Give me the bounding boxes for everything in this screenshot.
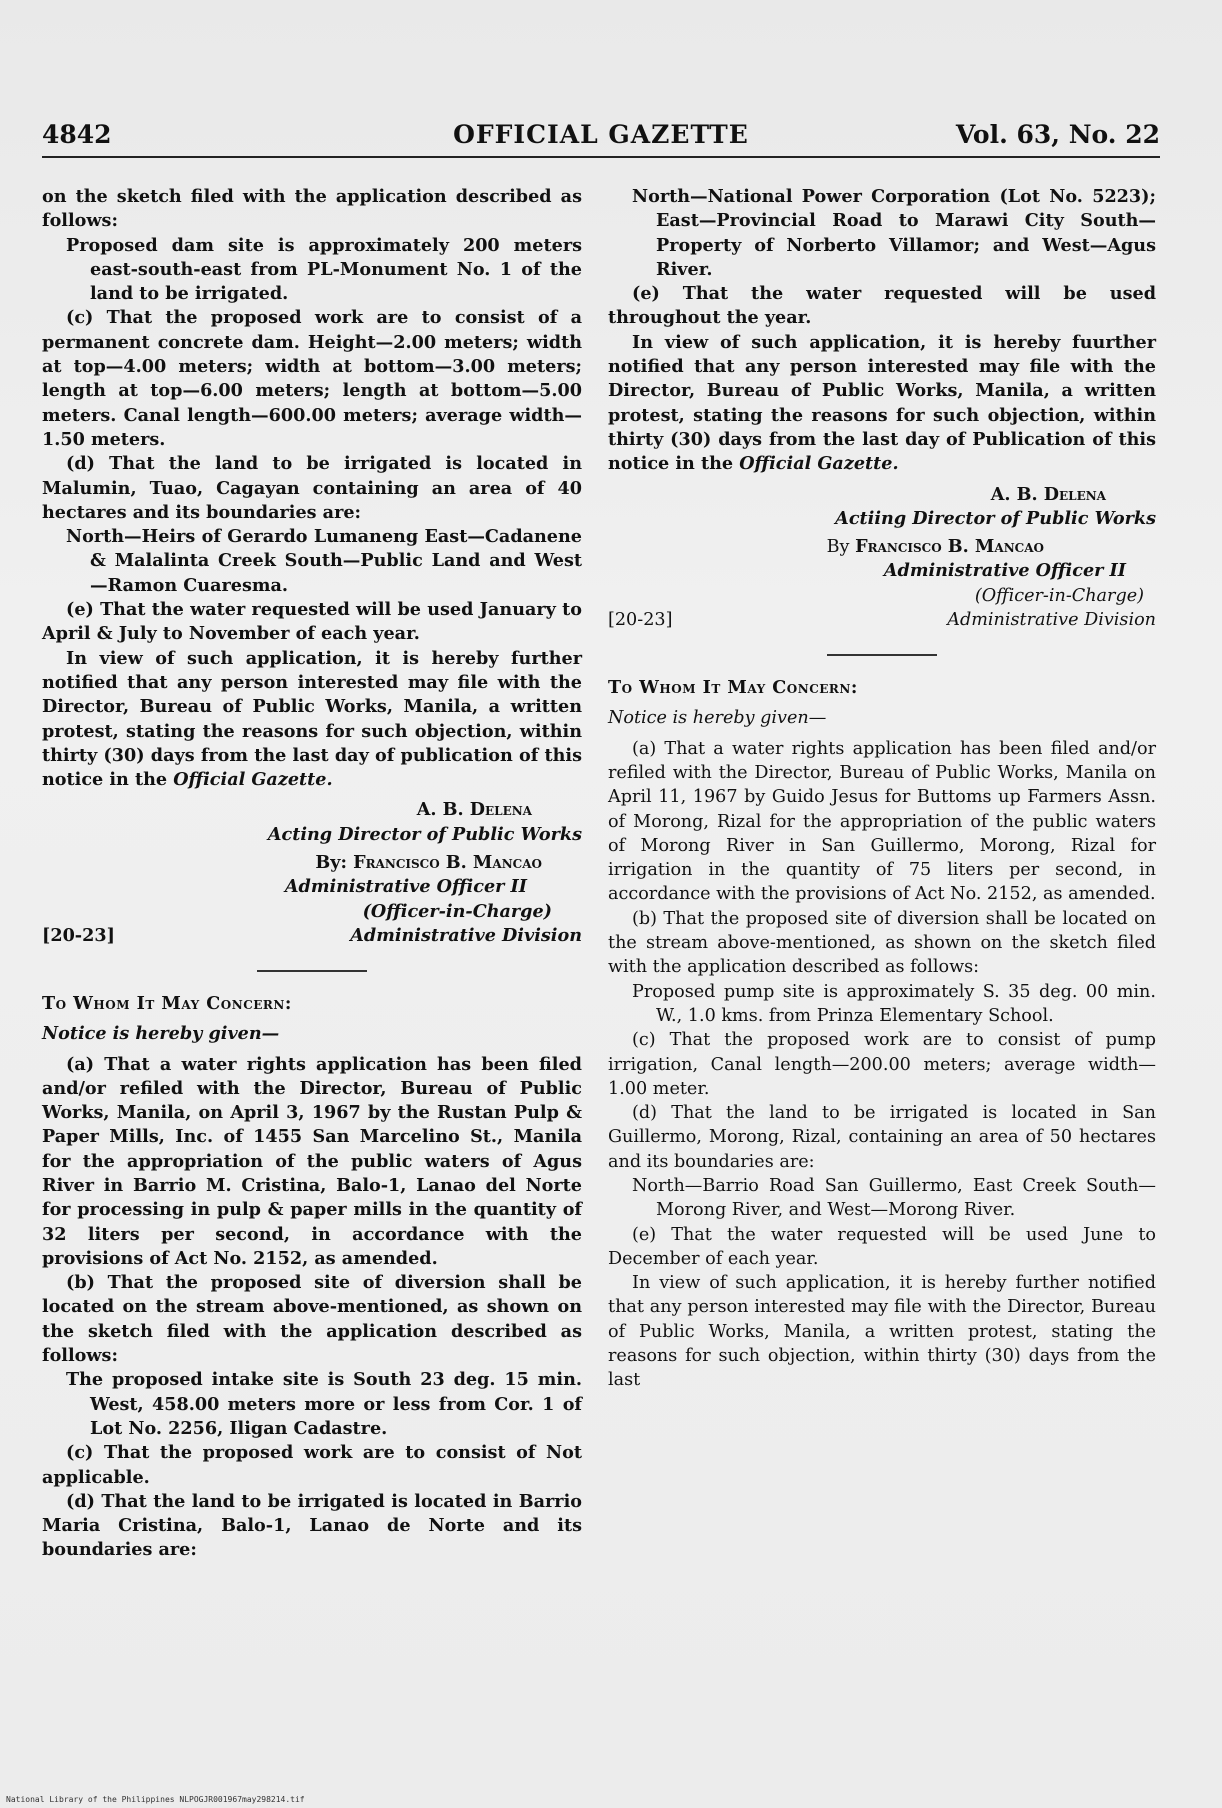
paragraph: In view of such application, it is hereby fuurther notified that any person interested may file with the Director, Bureau of Public Works, Manila, a written protest, stating the reasons for such objection, within thirty (30) days from the last day of Publication of this notice in the Official Gazette.: [608, 331, 1156, 475]
signatory-title: Acting Director of Public Works: [267, 823, 582, 845]
paragraph: (d) That the land to be irrigated is located in San Guillermo, Morong, Rizal, containing an area of 50 hectares and its boundaries are:: [608, 1103, 1156, 1172]
by-name: Francisco B. Mancao: [353, 852, 542, 874]
by-label: By: [826, 537, 850, 558]
page-number: 4842: [42, 120, 112, 149]
volume-number: Vol. 63, No. 22: [955, 120, 1160, 149]
boundaries: North—Heirs of Gerardo Lumaneng East—Cadanene & Malalinta Creek South—Public Land and West—Ramon Cuaresma.: [66, 526, 582, 596]
left-column: [42, 185, 582, 1563]
scan-footer: National Library of the Philippines NLPOGJR001967may298214.tif: [6, 1795, 305, 1804]
gazette-ref: Official Gazette.: [173, 769, 333, 791]
publication-title: OFFICIAL GAZETTE: [453, 120, 749, 149]
section-heading: To Whom It May Concern:: [608, 677, 858, 699]
paragraph: (e) That the water requested will be used June to December of each year.: [608, 1224, 1156, 1269]
notice-line: Notice is hereby given—: [608, 708, 827, 729]
paragraph: (a) That a water rights application has been filed and/or refiled with the Director, Bureau of Public Works, Manila, on April 3, 1967 by the Rustan Pulp & Paper Mills, Inc. of 1455 San Marcelino St., Manila for the appropriation of the public waters of Agus River in Barrio M. Cristina, Balo-1, Lanao del Norte for processing in pulp & paper mills in the quantity of 32 liters per second, in accordance with the provisions of Act No. 2152, as amended.: [42, 1053, 582, 1269]
paragraph: In view of such application, it is hereby further notified that any person interested may file with the Director, Bureau of Public Works, Manila, a written protest, stating the reasons for such objection, within thirty (30) days from the last: [608, 1273, 1156, 1391]
paragraph: (a) That a water rights application has been filed and/or refiled with the Director, Bureau of Public Works, Manila on April 11, 1967 by Guido Jesus for Buttoms up Farmers Assn. of Morong, Rizal for the appropriation of the public waters of Morong River in San Guillermo, Morong, Rizal for irrigation in the quantity of 75 liters per second, in accordance with the provisions of Act No. 2152, as amended.: [608, 738, 1156, 905]
by-label: By:: [315, 852, 347, 874]
by-title: (Officer-in-Charge): [362, 900, 552, 922]
section-heading: To Whom It May Concern:: [42, 992, 292, 1014]
paragraph: (b) That the proposed site of diversion shall be located on the stream above-mentioned, as shown on the sketch filed with the application described as follows:: [42, 1272, 582, 1367]
paragraph: (b) That the proposed site of diversion shall be located on the stream above-mentioned, as shown on the sketch filed with the application described as follows:: [608, 908, 1156, 978]
paragraph: Proposed pump site is approximately S. 35 deg. 00 min. W., 1.0 kms. from Prinza Elementary School.: [632, 981, 1156, 1026]
paragraph: (c) That the proposed work are to consist of Not applicable.: [42, 1442, 582, 1488]
paragraph: (d) That the land to be irrigated is located in Barrio Maria Cristina, Balo-1, Lanao de Norte and its boundaries are:: [42, 1490, 582, 1561]
right-column: [608, 185, 1156, 1393]
by-name: Francisco B. Mancao: [855, 536, 1044, 558]
paragraph: In view of such application, it is hereby further notified that any person interested may file with the Director, Bureau of Public Works, Manila, a written protest, stating the reasons for such objection, within thirty (30) days from the last day of publication of this notice in the Official Gazette.: [42, 647, 582, 791]
notice-line: Notice is hereby given—: [42, 1023, 280, 1045]
boundaries: North—Barrio Road San Guillermo, East Creek South—Morong River, and West—Morong River.: [632, 1175, 1156, 1221]
paragraph: (d) That the land to be irrigated is located in Malumin, Tuao, Cagayan containing an area of 40 hectares and its boundaries are:: [42, 453, 582, 523]
paragraph: (c) That the proposed work are to consist of pump irrigation, Canal length—200.00 meters; average width—1.00 meter.: [608, 1030, 1156, 1099]
paragraph: Proposed dam site is approximately 200 meters east-south-east from PL-Monument No. 1 of the land to be irrigated.: [66, 234, 582, 305]
by-title: Administrative Officer II: [284, 876, 527, 898]
issue-tag: [20-23]: [42, 924, 115, 946]
by-title: Administrative Division: [350, 924, 582, 946]
paragraph: on the sketch filed with the application described as follows:: [42, 186, 582, 232]
paragraph: The proposed intake site is South 23 deg. 15 min. West, 458.00 meters more or less from Cor. 1 of Lot No. 2256, Iligan Cadastre.: [66, 1369, 582, 1439]
paragraph: (e) That the water requested will be used throughout the year.: [608, 283, 1156, 329]
issue-tag: [20-23]: [608, 610, 673, 631]
signature-block: [608, 483, 1156, 608]
signatory-name: A. B. Delena: [416, 799, 532, 821]
paragraph: (c) That the proposed work are to consist of a permanent concrete dam. Height—2.00 meters; width at top—4.00 meters; width at bottom—3.00 meters; length at top—6.00 meters; length at bottom—5.00 meters. Canal length—600.00 meters; average width—1.50 meters.: [42, 307, 582, 450]
divider: [257, 970, 367, 972]
by-title: Administrative Division: [947, 610, 1156, 631]
page-header: [42, 120, 1160, 158]
boundaries: North—National Power Corporation (Lot No. 5223); East—Provincial Road to Marawi City South—Property of Norberto Villamor; and West—Agus River.: [632, 186, 1156, 280]
by-title: (Officer-in-Charge): [974, 585, 1144, 606]
divider: [827, 654, 937, 656]
by-title: Administrative Officer II: [883, 560, 1126, 582]
gazette-ref: Official Gazette.: [739, 453, 899, 475]
signatory-title: Actiing Director of Public Works: [835, 507, 1156, 529]
signatory-name: A. B. Delena: [990, 483, 1106, 505]
signature-block: [42, 798, 582, 923]
paragraph: (e) That the water requested will be used January to April & July to November of each year.: [42, 599, 582, 645]
